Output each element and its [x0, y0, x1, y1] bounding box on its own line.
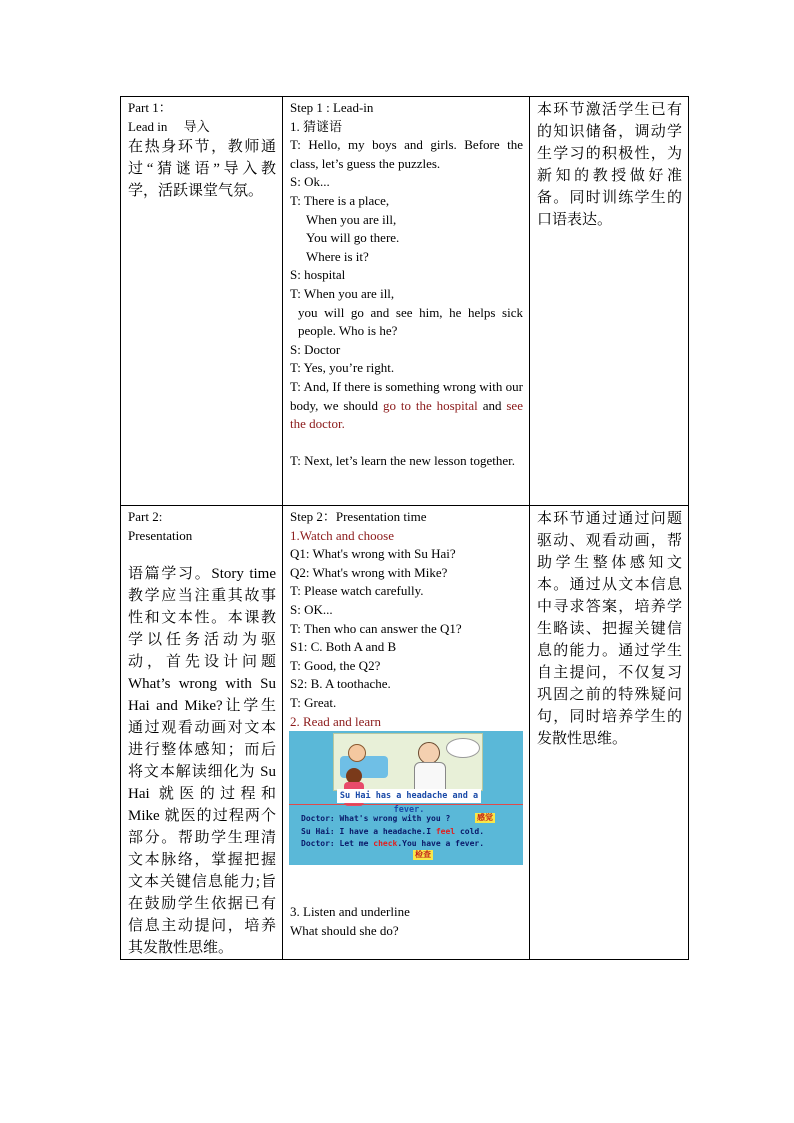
- spacer: [290, 865, 523, 903]
- part2-label-cell: [121, 506, 283, 960]
- picture-caption: Su Hai has a headache and a fever.: [337, 789, 481, 803]
- part2-sub3-line: What should she do?: [290, 922, 399, 938]
- dialogue-line: When you are ill,: [306, 211, 397, 227]
- lesson-plan-table: [120, 96, 689, 960]
- dialogue-text: and: [477, 397, 507, 413]
- part1-content-cell: [283, 97, 530, 506]
- divider: [289, 804, 523, 805]
- highlight-phrase: see the doctor.: [290, 397, 523, 432]
- table-row: [121, 506, 689, 960]
- translation-tag: 检查: [415, 850, 431, 860]
- highlight-phrase: go to the hospital: [382, 397, 478, 413]
- part2-step: Step 2：Presentation time: [290, 509, 427, 524]
- dialogue-line: T: When you are ill,: [290, 285, 395, 301]
- picture-line: Doctor: Let me: [301, 839, 374, 849]
- picture-line: Doctor: What's wrong with you ?: [301, 814, 451, 824]
- highlight-word: check: [373, 839, 398, 849]
- dialogue-line: You will go there.: [306, 230, 400, 246]
- dialogue-line: T: There is a place,: [290, 192, 390, 208]
- part1-subtitle: Lead in 导入: [128, 118, 210, 134]
- dialogue-line: S2: B. A toothache.: [290, 676, 391, 692]
- part1-note: 本环节激活学生已有的知识储备，调动学生学习的积极性，为新知的教授做好准备。同时训练学生的口语表达。: [537, 102, 682, 228]
- dialogue-line: you will go and see him, he helps sick people. Who is he?: [298, 304, 523, 339]
- part2-content-cell: [283, 506, 530, 960]
- part1-item1: 1. 猜谜语: [290, 118, 343, 134]
- spacer: [128, 545, 276, 563]
- patient-illustration: [348, 744, 366, 762]
- dialogue-line: S: Ok...: [290, 174, 330, 190]
- part1-label-cell: [121, 97, 283, 506]
- part2-sub3: 3. Listen and underline: [290, 904, 410, 920]
- dialogue-line: T: Yes, you’re right.: [290, 360, 395, 376]
- part1-note-cell: [530, 97, 689, 506]
- picture-dialogue: [301, 813, 484, 851]
- translation-tag: 感觉: [477, 813, 493, 823]
- dialogue-line: T: Then who can answer the Q1?: [290, 620, 462, 636]
- hospital-scene: [333, 733, 483, 791]
- part2-description: 语篇学习。Story time 教学应当注重其故事性和文本性。本课教学以任务活动为驱动，首先设计问题 What’s wrong with Su Hai and Mike?让学生通过观看动画对文本进行整体感知；而后将文本解读细化为 Su Hai 就医的过程和 Mike 就医的过程两个部分。帮助学生理清文本脉络，掌握把握文本关键信息能力;旨在鼓励学生依据已有信息主动提问，培养其发散性思维。: [128, 566, 276, 957]
- dialogue-line: Where is it?: [306, 248, 369, 264]
- part2-sub2: 2. Read and learn: [290, 713, 381, 729]
- highlight-word: feel: [435, 826, 456, 836]
- dialogue-line: S: Doctor: [290, 341, 341, 357]
- part1-description: 在热身环节，教师通过“猜谜语”导入教学，活跃课堂气氛。: [128, 139, 276, 200]
- dialogue-line: T: Next, let’s learn the new lesson together.: [290, 452, 515, 468]
- story-picture: [289, 731, 523, 865]
- picture-line: Su Hai: I have a headache.I: [301, 826, 436, 836]
- thought-bubble: [446, 738, 480, 758]
- dialogue-line: T: Please watch carefully.: [290, 583, 424, 599]
- doctor-coat-illustration: [414, 762, 446, 790]
- dialogue-line: Q1: What's wrong with Su Hai?: [290, 546, 456, 562]
- picture-line: .You have a fever.: [397, 839, 485, 849]
- part2-sub1: 1.Watch and choose: [290, 527, 394, 543]
- dialogue-line: [290, 378, 523, 434]
- spacer: [290, 434, 523, 452]
- dialogue-line: T: Great.: [290, 694, 337, 710]
- part1-step: Step 1 : Lead-in: [290, 100, 374, 115]
- picture-line: cold.: [455, 826, 485, 836]
- dialogue-line: Q2: What's wrong with Mike?: [290, 564, 448, 580]
- dialogue-text: T: And, If there is something wrong with our body, we should: [290, 378, 523, 413]
- doctor-head-illustration: [418, 742, 440, 764]
- part2-note-cell: [530, 506, 689, 960]
- part2-title: Part 2:: [128, 509, 163, 524]
- part2-subtitle: Presentation: [128, 527, 193, 543]
- table-row: [121, 97, 689, 506]
- dialogue-line: T: Good, the Q2?: [290, 657, 381, 673]
- dialogue-line: S: OK...: [290, 601, 333, 617]
- part2-note: 本环节通过通过问题驱动、观看动画，帮助学生整体感知文本。通过从文本信息中寻求答案，培养学生略读、把握关键信息的能力。通过学生自主提问，不仅复习巩固之前的特殊疑问句，同时培养学生的发散性思维。: [537, 511, 682, 747]
- part1-title: Part 1：: [128, 100, 172, 115]
- dialogue-line: S: hospital: [290, 267, 346, 283]
- dialogue-line: T: Hello, my boys and girls. Before the class, let’s guess the puzzles.: [290, 137, 523, 171]
- dialogue-line: S1: C. Both A and B: [290, 639, 397, 655]
